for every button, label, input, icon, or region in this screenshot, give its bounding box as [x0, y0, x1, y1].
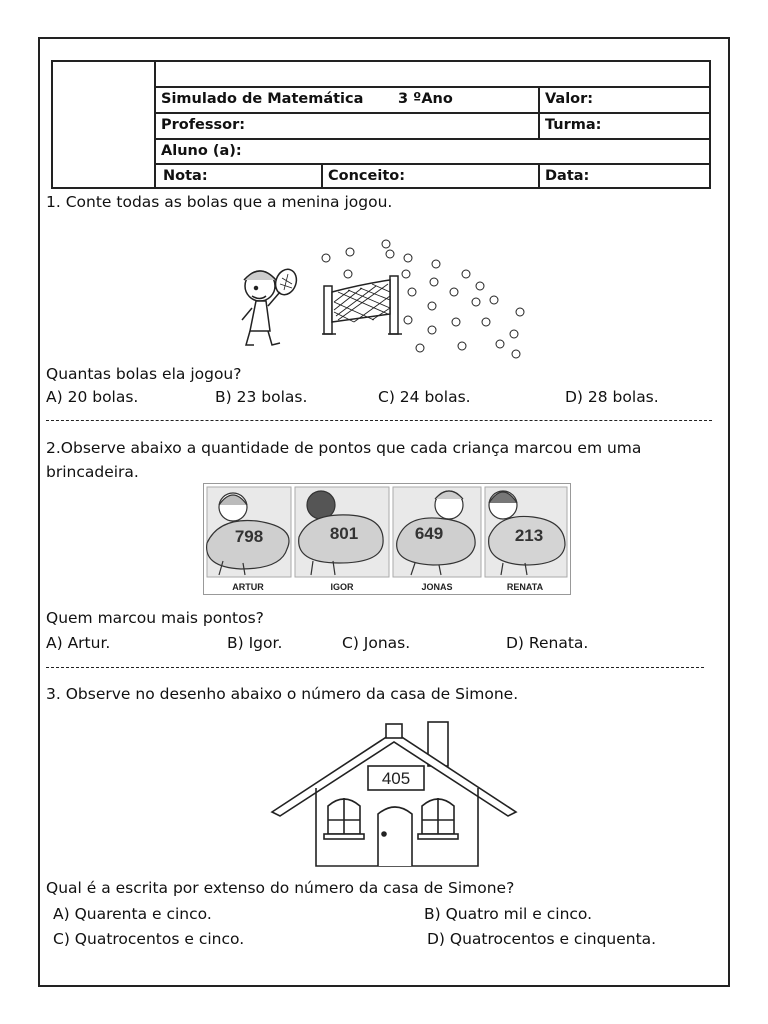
net: [322, 276, 402, 334]
artur-name: ARTUR: [232, 582, 264, 592]
grade-label: 3 ºAno: [398, 91, 453, 107]
q3-option-c[interactable]: C) Quatrocentos e cinco.: [53, 930, 245, 948]
q1-option-d[interactable]: D) 28 bolas.: [565, 388, 659, 406]
data-field[interactable]: Data:: [545, 168, 590, 184]
turma-field[interactable]: Turma:: [545, 117, 602, 133]
house-illustration: [270, 718, 520, 870]
artur-points: 798: [234, 527, 264, 546]
renata-name: RENATA: [506, 582, 544, 592]
q3-option-a[interactable]: A) Quarenta e cinco.: [53, 905, 212, 923]
logo-cell: [53, 62, 156, 187]
q1-option-b[interactable]: B) 23 bolas.: [215, 388, 308, 406]
divider-1: [46, 420, 712, 421]
q3-option-b[interactable]: B) Quatro mil e cinco.: [424, 905, 593, 923]
girl-figure: [242, 266, 300, 345]
q1-option-a[interactable]: A) 20 bolas.: [46, 388, 139, 406]
q2-statement-line1: 2.Observe abaixo a quantidade de pontos que cada criança marcou em uma: [46, 439, 642, 457]
q2-option-c[interactable]: C) Jonas.: [342, 634, 411, 652]
q3-question: Qual é a escrita por extenso do número da casa de Simone?: [46, 879, 515, 897]
q2-option-b[interactable]: B) Igor.: [227, 634, 283, 652]
q2-option-d[interactable]: D) Renata.: [506, 634, 589, 652]
conceito-field[interactable]: Conceito:: [328, 168, 406, 184]
professor-field[interactable]: Professor:: [161, 117, 246, 133]
q3-option-d[interactable]: D) Quatrocentos e cinquenta.: [427, 930, 657, 948]
aluno-field[interactable]: Aluno (a):: [161, 143, 242, 159]
q1-option-c[interactable]: C) 24 bolas.: [378, 388, 471, 406]
header-table: [51, 60, 711, 189]
igor-name: IGOR: [330, 582, 354, 592]
tennis-illustration: [230, 236, 530, 364]
q1-statement: 1. Conte todas as bolas que a menina jogou.: [46, 193, 393, 211]
exam-title: Simulado de Matemática: [161, 91, 364, 107]
q2-question: Quem marcou mais pontos?: [46, 609, 264, 627]
q2-option-a[interactable]: A) Artur.: [46, 634, 111, 652]
renata-points: 213: [514, 526, 544, 545]
divider-2: [46, 667, 704, 668]
children-scores-illustration: [203, 483, 571, 595]
house-number: 405: [381, 769, 411, 788]
nota-field[interactable]: Nota:: [163, 168, 208, 184]
valor-field[interactable]: Valor:: [545, 91, 594, 107]
q1-question: Quantas bolas ela jogou?: [46, 365, 242, 383]
q3-statement: 3. Observe no desenho abaixo o número da casa de Simone.: [46, 685, 519, 703]
jonas-name: JONAS: [421, 582, 453, 592]
q2-statement-line2: brincadeira.: [46, 463, 139, 481]
igor-points: 801: [329, 524, 359, 543]
jonas-points: 649: [414, 524, 444, 543]
